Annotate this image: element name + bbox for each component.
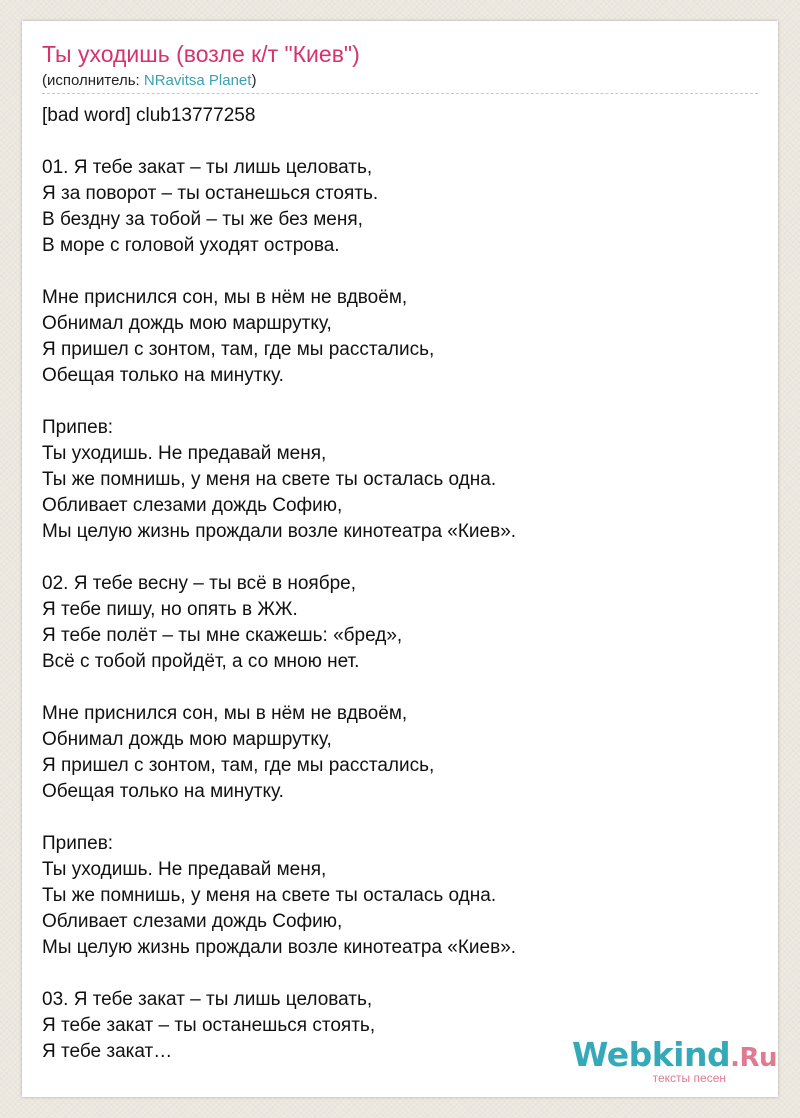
lyrics-line: Я за поворот – ты останешься стоять.: [42, 183, 379, 204]
logo-wordmark: [572, 1035, 777, 1074]
lyrics-blank-line: [42, 259, 758, 285]
lyrics-line: Обливает слезами дождь Софию,: [42, 911, 343, 932]
lyrics-line: 02. Я тебе весну – ты всё в ноябре,: [42, 573, 356, 594]
lyrics-sheet: [22, 21, 778, 1097]
lyrics-blank-line: [42, 389, 758, 415]
lyrics-line: Мне приснился сон, мы в нём не вдвоём,: [42, 703, 408, 724]
lyrics-blank-line: [42, 805, 758, 831]
lyrics-blank-line: [42, 961, 758, 987]
lyrics-line: Ты же помнишь, у меня на свете ты осталась одна.: [42, 885, 497, 906]
lyrics-line: 03. Я тебе закат – ты лишь целовать,: [42, 989, 373, 1010]
lyrics-line: В бездну за тобой – ты же без меня,: [42, 209, 363, 230]
lyrics-line: Мы целую жизнь прождали возле кинотеатра «Киев».: [42, 937, 517, 958]
artist-link[interactable]: NRavitsa Planet: [143, 72, 252, 89]
lyrics-line: Я тебе полёт – ты мне скажешь: «бред»,: [42, 625, 403, 646]
artist-prefix: (исполнитель:: [42, 72, 144, 89]
logo-brand-tld: .Ru: [730, 1043, 778, 1073]
lyrics-line: [bad word] club13777258: [42, 105, 256, 126]
artist-suffix: ): [251, 72, 257, 89]
logo-tagline: тексты песен: [652, 1071, 726, 1085]
lyrics-line: Обнимал дождь мою маршрутку,: [42, 729, 332, 750]
lyrics-line: Я пришел с зонтом, там, где мы расстались,: [42, 339, 435, 360]
lyrics-line: Ты уходишь. Не предавай меня,: [42, 859, 327, 880]
logo-brand-main: Webkind: [572, 1035, 731, 1074]
artist-line: [42, 72, 256, 89]
lyrics-blank-line: [42, 675, 758, 701]
lyrics-line: Мы целую жизнь прождали возле кинотеатра «Киев».: [42, 521, 517, 542]
lyrics-line: Я тебе закат…: [42, 1041, 173, 1062]
lyrics-line: Всё с тобой пройдёт, а со мною нет.: [42, 651, 360, 672]
lyrics-line: 01. Я тебе закат – ты лишь целовать,: [42, 157, 373, 178]
song-title: Ты уходишь (возле к/т "Киев"): [42, 41, 360, 67]
lyrics-line: Я пришел с зонтом, там, где мы расстались,: [42, 755, 435, 776]
lyrics-line: Я тебе закат – ты останешься стоять,: [42, 1015, 376, 1036]
lyrics-line: Ты уходишь. Не предавай меня,: [42, 443, 327, 464]
lyrics-line: Обещая только на минутку.: [42, 781, 284, 802]
lyrics-line: Мне приснился сон, мы в нём не вдвоём,: [42, 287, 408, 308]
lyrics-line: Обливает слезами дождь Софию,: [42, 495, 343, 516]
lyrics-line: Обнимал дождь мою маршрутку,: [42, 313, 332, 334]
title-divider: [42, 93, 758, 94]
lyrics-line: В море с головой уходят острова.: [42, 235, 340, 256]
lyrics-line: Припев:: [42, 417, 114, 438]
lyrics-blank-line: [42, 129, 758, 155]
lyrics-blank-line: [42, 545, 758, 571]
lyrics-line: Ты же помнишь, у меня на свете ты осталась одна.: [42, 469, 497, 490]
lyrics-line: Обещая только на минутку.: [42, 365, 284, 386]
lyrics-body: [42, 103, 758, 1065]
lyrics-line: Припев:: [42, 833, 114, 854]
lyrics-line: Я тебе пишу, но опять в ЖЖ.: [42, 599, 298, 620]
site-logo[interactable]: [572, 1035, 778, 1085]
